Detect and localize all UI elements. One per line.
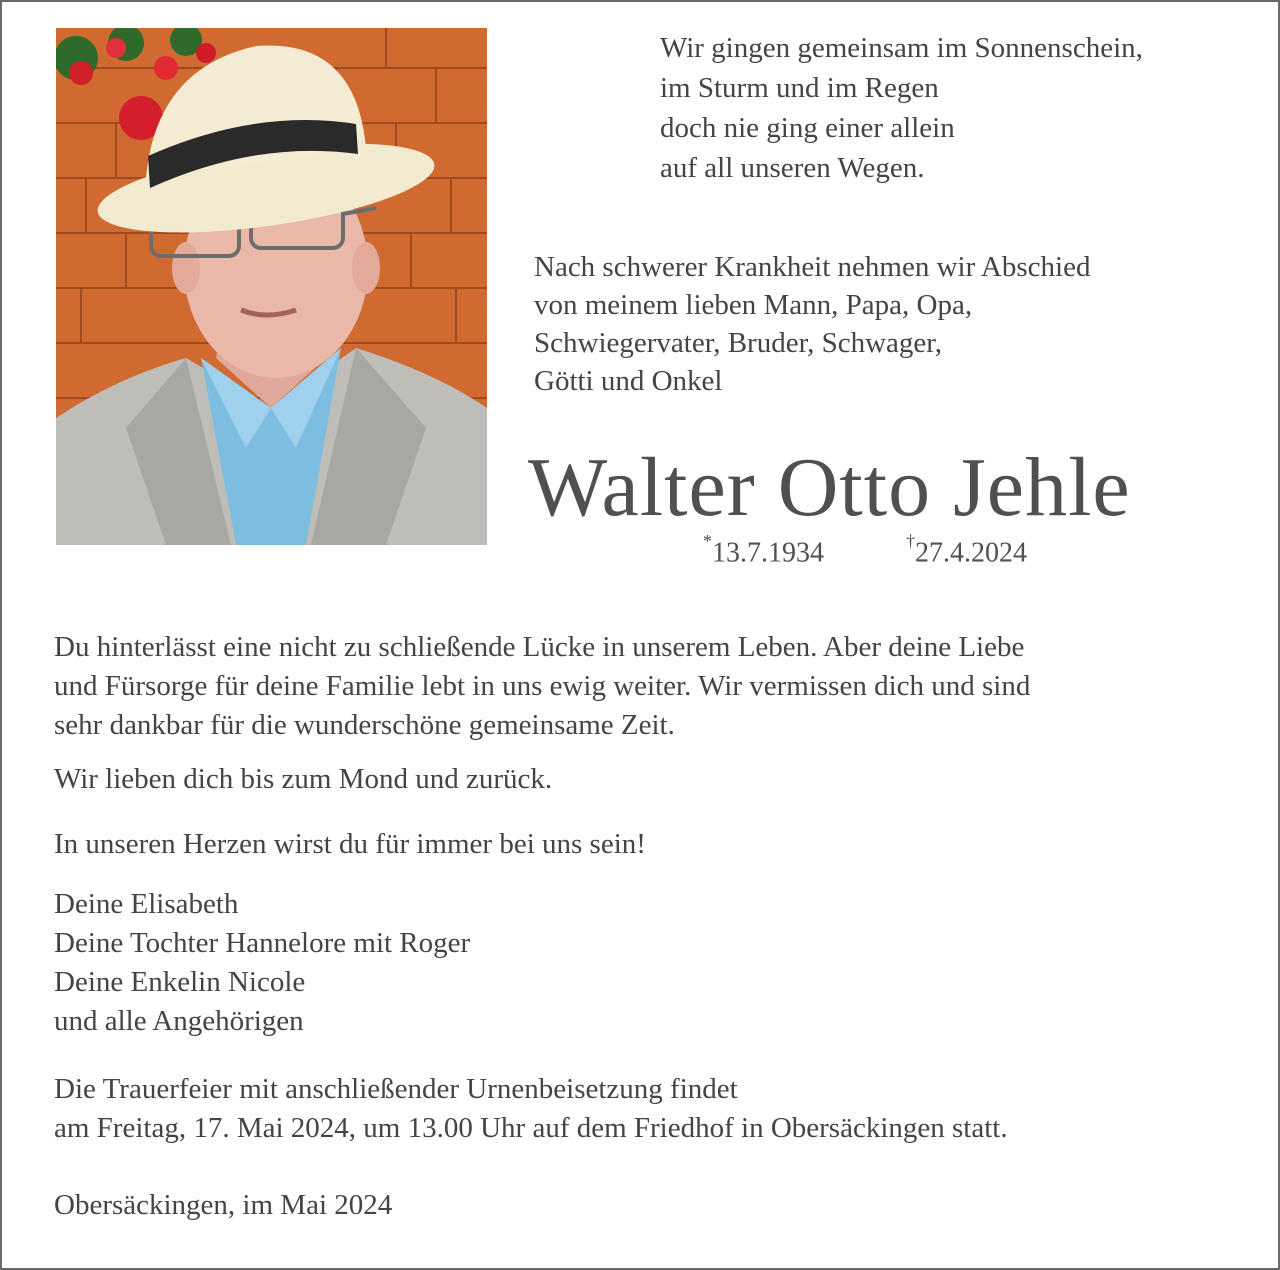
ceremony-info <box>54 1070 1008 1148</box>
death-date-value: 27.4.2024 <box>915 537 1027 569</box>
poem-line: Wir gingen gemeinsam im Sonnenschein, <box>660 32 1143 64</box>
ceremony-line: Die Trauerfeier mit anschließender Urnenbeisetzung findet <box>54 1073 738 1105</box>
signature-line: und alle Angehörigen <box>54 1005 304 1037</box>
intro-line: Nach schwerer Krankheit nehmen wir Abschied <box>534 251 1091 283</box>
signatures <box>54 885 470 1041</box>
poem-line: im Sturm und im Regen <box>660 72 939 104</box>
tribute-line: Du hinterlässt eine nicht zu schließende Lücke in unserem Leben. Aber deine Liebe <box>54 631 1025 663</box>
poem-line: doch nie ging einer allein <box>660 112 955 144</box>
love-line: Wir lieben dich bis zum Mond und zurück. <box>54 763 553 795</box>
signature-line: Deine Enkelin Nicole <box>54 966 306 998</box>
deceased-name: Walter Otto Jehle <box>528 441 1131 534</box>
hearts-line: In unseren Herzen wirst du für immer bei uns sein! <box>54 828 646 860</box>
death-symbol: † <box>906 531 915 551</box>
place-date: Obersäckingen, im Mai 2024 <box>54 1189 393 1221</box>
portrait-photo <box>56 28 487 545</box>
birth-date-value: 13.7.1934 <box>712 537 824 569</box>
poem <box>660 28 1143 188</box>
death-date <box>906 531 1027 569</box>
intro-line: von meinem lieben Mann, Papa, Opa, <box>534 289 973 321</box>
birth-symbol: * <box>703 531 712 551</box>
tribute-line: und Fürsorge für deine Familie lebt in uns ewig weiter. Wir vermissen dich und sind <box>54 670 1031 702</box>
tribute-line: sehr dankbar für die wunderschöne gemeinsame Zeit. <box>54 709 675 741</box>
intro-line: Schwiegervater, Bruder, Schwager, <box>534 327 942 359</box>
intro-line: Götti und Onkel <box>534 365 723 397</box>
tribute-paragraph <box>54 628 1030 745</box>
birth-date <box>703 531 824 569</box>
signature-line: Deine Tochter Hannelore mit Roger <box>54 927 471 959</box>
ceremony-line: am Freitag, 17. Mai 2024, um 13.00 Uhr auf dem Friedhof in Obersäckingen statt. <box>54 1112 1008 1144</box>
signature-line: Deine Elisabeth <box>54 888 239 920</box>
poem-line: auf all unseren Wegen. <box>660 152 925 184</box>
intro-text <box>534 248 1090 400</box>
